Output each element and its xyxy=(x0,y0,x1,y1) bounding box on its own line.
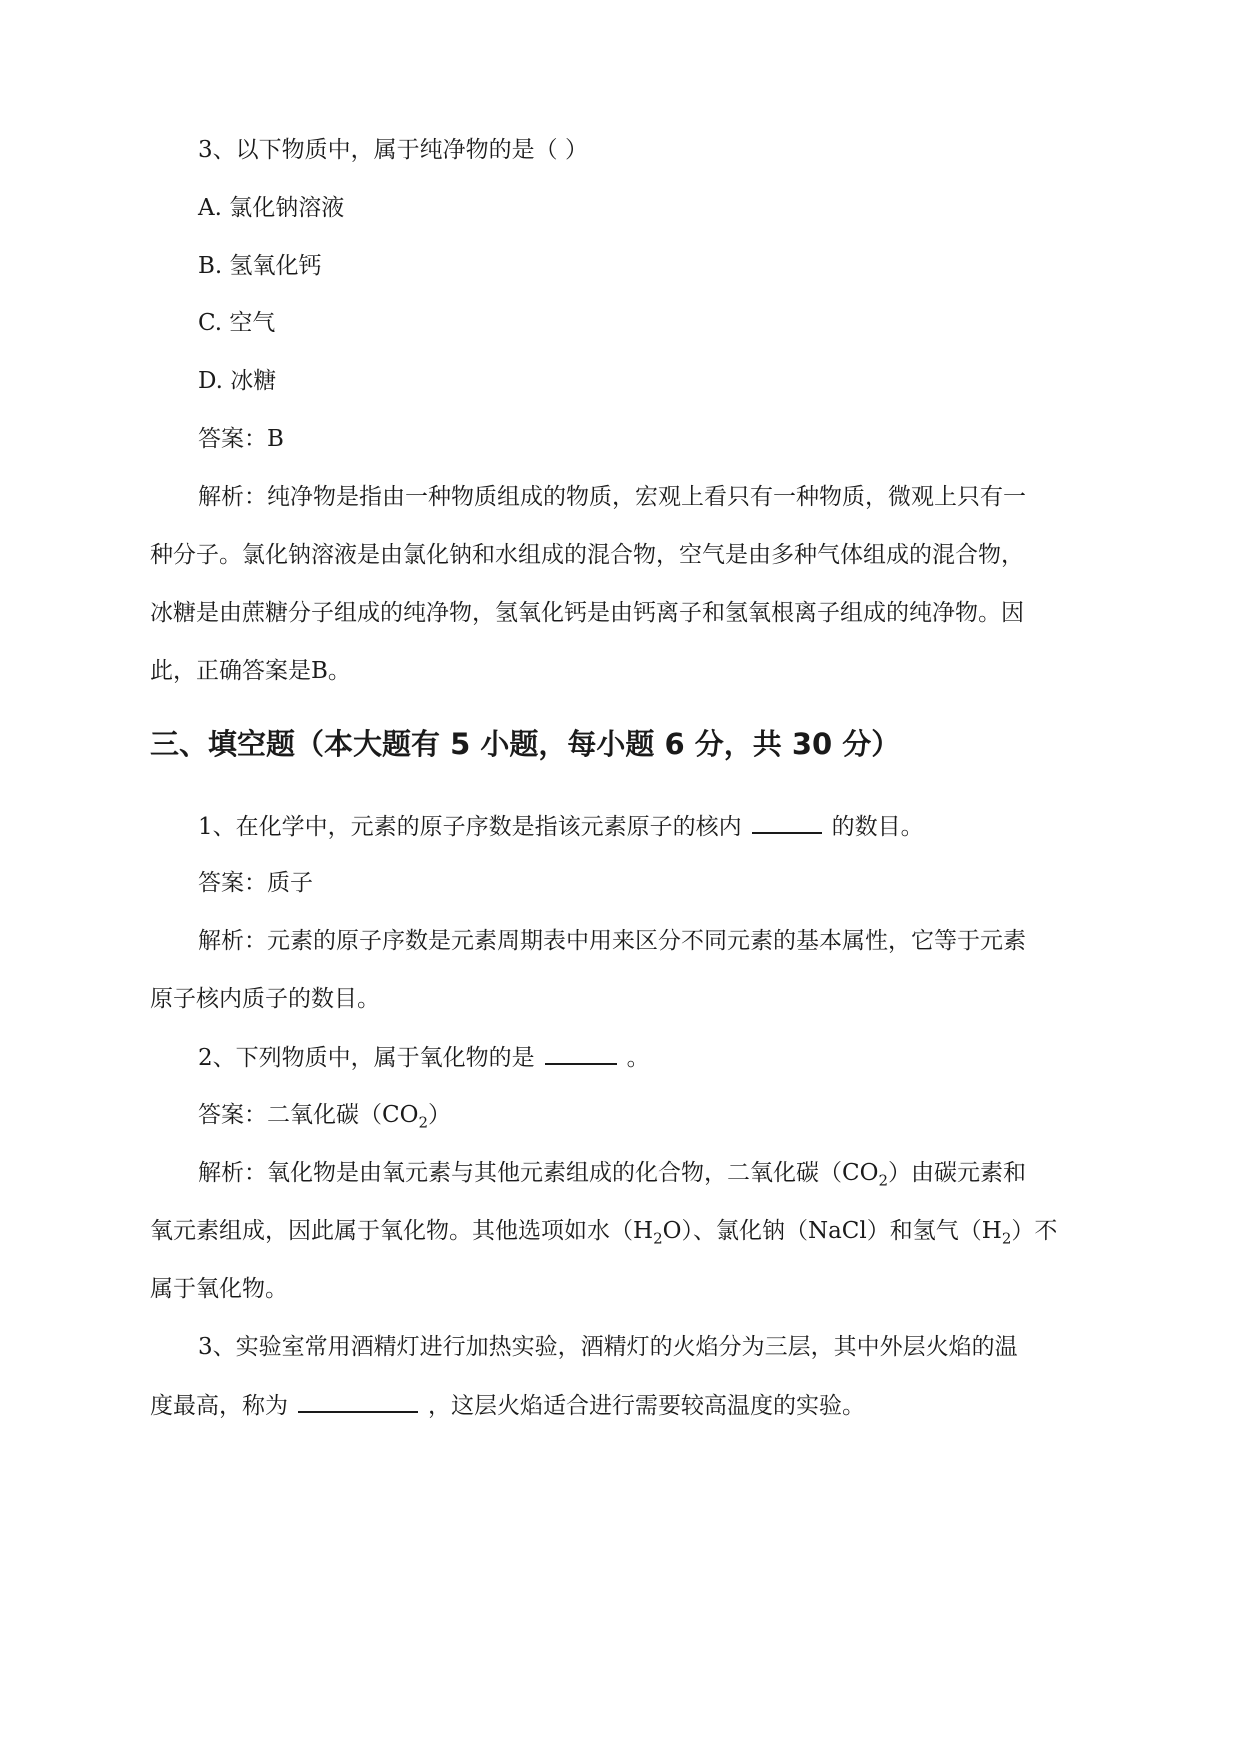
option-a: A. 氯化钠溶液 xyxy=(198,195,345,221)
analysis-line: 此，正确答案是B。 xyxy=(150,658,351,684)
analysis-line: 种分子。氯化钠溶液是由氯化钠和水组成的混合物，空气是由多种气体组成的混合物， xyxy=(150,542,1024,568)
answer-blank xyxy=(298,1389,418,1413)
fill-question-3: 3、实验室常用酒精灯进行加热实验，酒精灯的火焰分为三层，其中外层火焰的温 xyxy=(198,1334,1018,1360)
fill-question-3-cont xyxy=(150,1389,1090,1422)
answer-text: ） xyxy=(428,1102,452,1128)
analysis-text: 氧元素组成，因此属于氧化物。其他选项如水（H xyxy=(150,1218,654,1244)
analysis-text: ）不 xyxy=(1011,1218,1058,1244)
subscript: 2 xyxy=(653,1229,663,1248)
fill-question-2 xyxy=(198,1041,1138,1074)
option-d: D. 冰糖 xyxy=(198,368,277,394)
question-3-text: 3、以下物质中，属于纯净物的是（ ） xyxy=(198,137,588,163)
subscript: 2 xyxy=(418,1113,429,1132)
question-text: 1、在化学中，元素的原子序数是指该元素原子的核内 xyxy=(198,814,742,840)
question-text: ，这层火焰适合进行需要较高温度的实验。 xyxy=(428,1393,865,1419)
question-text: 的数目。 xyxy=(831,814,924,840)
analysis-line: 冰糖是由蔗糖分子组成的纯净物，氢氧化钙是由钙离子和氢氧根离子组成的纯净物。因 xyxy=(150,600,1024,626)
fill-question-1 xyxy=(198,810,1138,843)
subscript: 2 xyxy=(1001,1229,1012,1248)
analysis-line xyxy=(198,1157,1138,1189)
answer-line xyxy=(198,1099,1138,1131)
option-c: C. 空气 xyxy=(198,310,276,336)
question-text: 。 xyxy=(626,1045,650,1071)
answer-blank xyxy=(752,810,822,834)
answer-line: 答案：B xyxy=(198,426,284,452)
question-text: 度最高，称为 xyxy=(150,1393,288,1419)
analysis-text: 解析：氧化物是由氧元素与其他元素组成的化合物，二氧化碳（CO xyxy=(198,1160,879,1186)
question-text: 2、下列物质中，属于氧化物的是 xyxy=(198,1045,535,1071)
analysis-line: 解析：纯净物是指由一种物质组成的物质，宏观上看只有一种物质，微观上只有一 xyxy=(198,484,1026,510)
answer-blank xyxy=(545,1041,617,1065)
option-b: B. 氢氧化钙 xyxy=(198,253,322,279)
section-heading: 三、填空题（本大题有 5 小题，每小题 6 分，共 30 分） xyxy=(150,727,901,761)
analysis-line xyxy=(150,1215,1090,1247)
analysis-line: 解析：元素的原子序数是元素周期表中用来区分不同元素的基本属性，它等于元素 xyxy=(198,928,1026,954)
subscript: 2 xyxy=(878,1171,889,1190)
analysis-text: O）、氯化钠（NaCl）和氢气（H xyxy=(662,1218,1002,1244)
analysis-line: 属于氧化物。 xyxy=(150,1276,288,1302)
analysis-text: ）由碳元素和 xyxy=(888,1160,1027,1186)
answer-text: 答案：二氧化碳（CO xyxy=(198,1102,419,1128)
analysis-line: 原子核内质子的数目。 xyxy=(150,986,380,1012)
answer-line: 答案：质子 xyxy=(198,870,313,896)
